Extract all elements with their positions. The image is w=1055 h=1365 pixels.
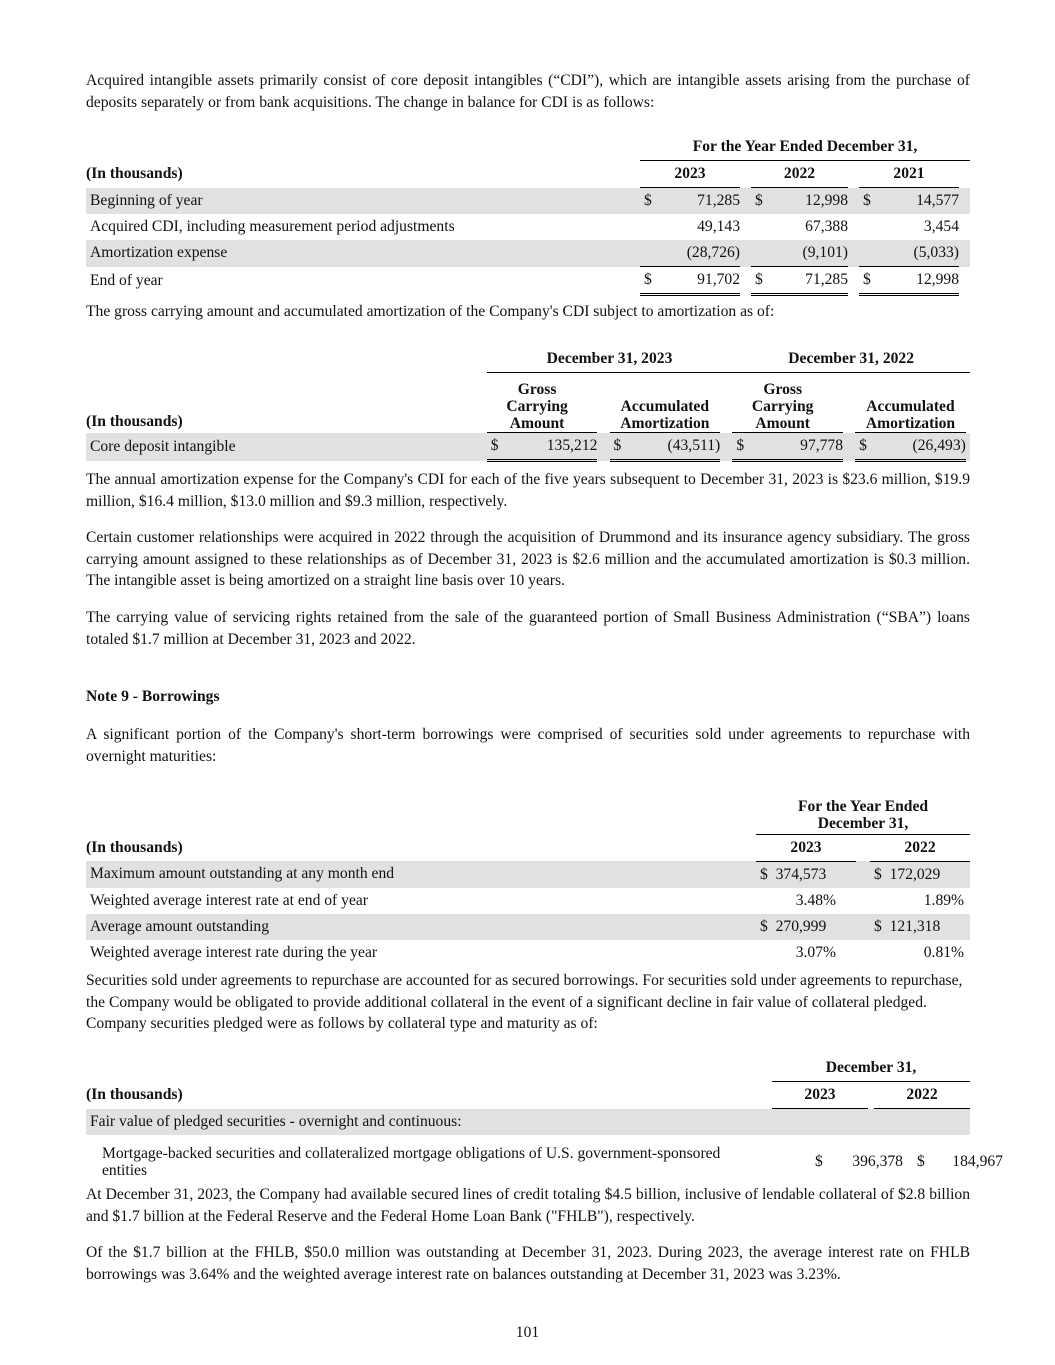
page-number: 101	[515, 1324, 540, 1341]
table-row: Average amount outstanding $ 270,999 $ 121,318	[86, 914, 970, 940]
group-header: December 31, 2023	[487, 346, 733, 373]
paragraph-cdi-intro: Acquired intangible assets primarily consist of core deposit intangibles (“CDI”), which are intangible assets arising from the purchase of deposits separately or from bank acquisitions. The change in balance for CDI is as follows:	[86, 72, 970, 111]
repurchase-agreements-table	[86, 796, 970, 966]
note-heading: Note 9 - Borrowings	[86, 688, 220, 705]
unit-label: (In thousands)	[86, 412, 183, 430]
paragraph-amortization-schedule: The annual amortization expense for the Company's CDI for each of the five years subsequent to December 31, 2023 is $23.6 million, $19.9 million, $16.4 million, $13.0 million and $9.3 million, respectively.	[86, 471, 970, 510]
year-header: 2022	[870, 834, 970, 861]
paragraph-securities-pledged: Securities sold under agreements to repurchase are accounted for as secured borrowings. For securities sold under agreements to repurchase, the Company would be obligated to provide additional collateral in the event of a significant decline in fair value of collateral pledged. Company securities pledged were as follows by collateral type and maturity as of:	[86, 972, 963, 1032]
table-row: Weighted average interest rate during the year 3.07% 0.81%	[90, 943, 965, 961]
cdi-rollforward-table	[86, 134, 970, 296]
table-row: End of year $ 91,702 $ 71,285 $ 12,998	[86, 267, 970, 295]
table-row: Maximum amount outstanding at any month end $ 374,573 $ 172,029	[86, 861, 970, 888]
column-header: Gross Carrying Amount	[487, 373, 598, 433]
paragraph-gross-carrying: The gross carrying amount and accumulated amortization of the Company's CDI subject to amortization as of:	[86, 303, 775, 320]
paragraph-lines-of-credit: At December 31, 2023, the Company had available secured lines of credit totaling $4.5 billion, inclusive of lendable collateral of $2.8 billion and $1.7 billion at the Federal Reserve and the Federal Home Loan Bank ("FHLB"), respectively.	[86, 1186, 970, 1225]
table-row: Core deposit intangible $ 135,212 $ (43,511) $ 97,778 $ (26,493)	[86, 433, 970, 461]
paragraph-short-term-borrowings: A significant portion of the Company's short-term borrowings were comprised of securities sold under agreements to repurchase with overnight maturities:	[86, 726, 970, 765]
unit-label: (In thousands)	[86, 1086, 183, 1103]
year-header: 2023	[756, 834, 856, 861]
table-row: Fair value of pledged securities - overnight and continuous:	[86, 1109, 970, 1136]
table-row: Acquired CDI, including measurement period adjustments 49,143 67,388 3,454	[90, 218, 959, 235]
pledged-securities-table	[86, 1055, 1003, 1189]
group-header: December 31, 2022	[732, 346, 970, 373]
table-row: Mortgage-backed securities and collateralized mortgage obligations of U.S. government-sponsored entities $ 396,378 $ 184,967	[102, 1145, 1003, 1179]
paragraph-fhlb-borrowings: Of the $1.7 billion at the FHLB, $50.0 million was outstanding at December 31, 2023. During 2023, the average interest rate on FHLB borrowings was 3.64% and the weighted average interest rate on balances outstanding at December 31, 2023 was 3.23%.	[86, 1244, 970, 1283]
column-header: Accumulated Amortization	[610, 373, 721, 433]
unit-label: (In thousands)	[86, 165, 183, 182]
table-row: Amortization expense (28,726) (9,101) (5,033)	[86, 240, 970, 267]
unit-label: (In thousands)	[86, 838, 183, 856]
paragraph-servicing-rights: The carrying value of servicing rights retained from the sale of the guaranteed portion of Small Business Administration (“SBA”) loans totaled $1.7 million at December 31, 2023 and 2022.	[86, 609, 970, 648]
period-header: For the Year Ended December 31,	[756, 796, 970, 834]
column-header: Accumulated Amortization	[855, 373, 966, 433]
year-header: 2022	[874, 1082, 970, 1109]
period-header: December 31,	[772, 1055, 970, 1082]
period-header: For the Year Ended December 31,	[640, 134, 970, 161]
year-header: 2022	[751, 161, 848, 188]
year-header: 2023	[772, 1082, 868, 1109]
year-header: 2021	[859, 161, 959, 188]
column-header: Gross Carrying Amount	[732, 373, 843, 433]
table-row: Weighted average interest rate at end of year 3.48% 1.89%	[90, 891, 965, 909]
table-row: Beginning of year $ 71,285 $ 12,998 $ 14,577	[86, 188, 970, 215]
paragraph-customer-relationships: Certain customer relationships were acquired in 2022 through the acquisition of Drummond and its insurance agency subsidiary. The gross carrying amount assigned to these relationships as of December 31, 2023 is $2.6 million and the accumulated amortization is $0.3 million. The intangible asset is being amortized on a straight line basis over 10 years.	[86, 529, 970, 589]
year-header: 2023	[640, 161, 740, 188]
cdi-gross-carrying-table	[86, 346, 970, 462]
